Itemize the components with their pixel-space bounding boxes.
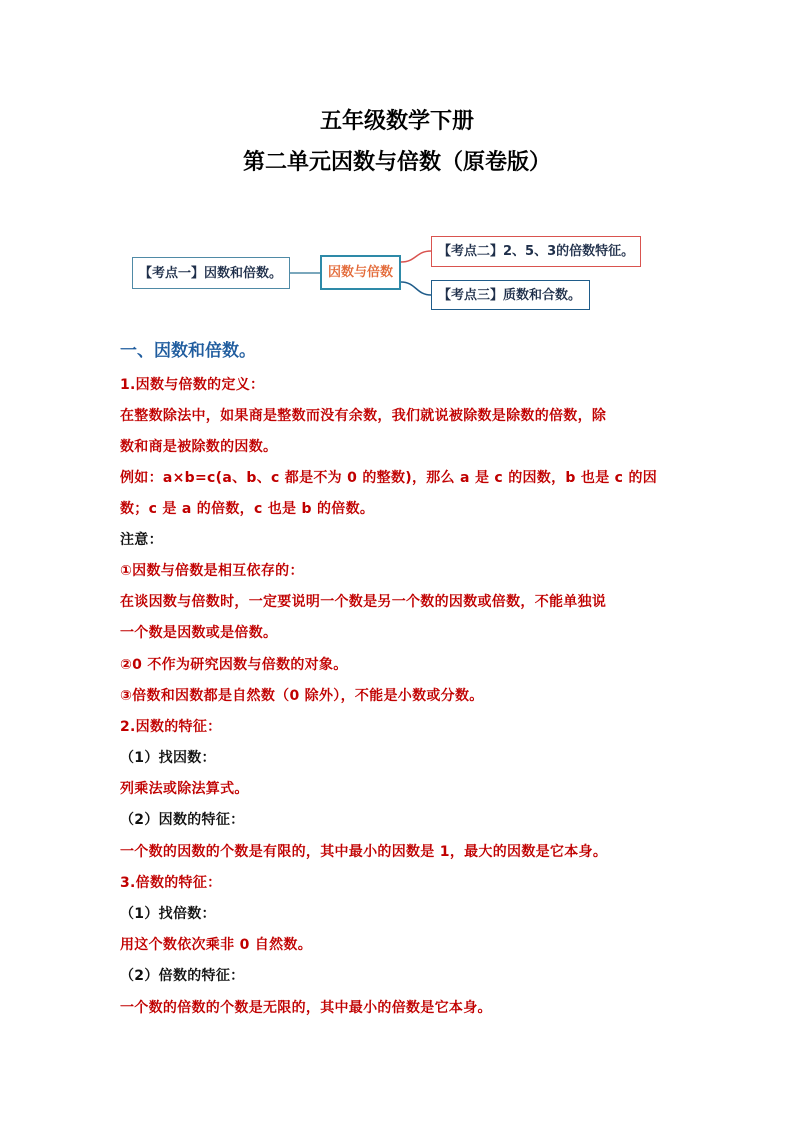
definition-text-1: 在整数除法中，如果商是整数而没有余数，我们就说被除数是除数的倍数，除 (120, 408, 607, 424)
mindmap-center-node: 因数与倍数 (320, 255, 401, 290)
mindmap-node-k1: 【考点一】因数和倍数。 (132, 257, 290, 289)
note-1-text-1: 在谈因数与倍数时，一定要说明一个数是另一个数的因数或倍数，不能单独说 (120, 594, 607, 610)
note-2: ②0 不作为研究因数与倍数的对象。 (120, 657, 348, 673)
connector-k2 (401, 251, 431, 262)
find-multiple-label: （1）找倍数： (120, 906, 216, 922)
factor-feature-label: （2）因数的特征： (120, 812, 245, 828)
find-multiple-text: 用这个数依次乘非 0 自然数。 (120, 937, 312, 953)
note-label: 注意： (120, 532, 163, 548)
section-heading: 一、因数和倍数。 (120, 341, 256, 361)
doc-subtitle: 第二单元因数与倍数（原卷版） (242, 150, 551, 175)
doc-title: 五年级数学下册 (319, 109, 474, 134)
definition-text-2: 数和商是被除数的因数。 (120, 439, 278, 455)
factor-feature-heading: 2.因数的特征： (120, 719, 222, 735)
mindmap-node-k3: 【考点三】质数和合数。 (431, 280, 590, 310)
factor-feature-text: 一个数的因数的个数是有限的，其中最小的因数是 1，最大的因数是它本身。 (120, 844, 608, 860)
note-1-text-2: 一个数是因数或是倍数。 (120, 625, 278, 641)
connector-k3 (401, 282, 431, 295)
multiple-feature-text: 一个数的倍数的个数是无限的，其中最小的倍数是它本身。 (120, 1000, 492, 1016)
find-factor-text: 列乘法或除法算式。 (120, 781, 249, 797)
example-text-2: 数；c 是 a 的倍数，c 也是 b 的倍数。 (120, 501, 375, 517)
find-factor-label: （1）找因数： (120, 750, 216, 766)
definition-heading: 1.因数与倍数的定义： (120, 377, 265, 393)
note-1-heading: ①因数与倍数是相互依存的： (120, 563, 304, 579)
multiple-feature-label: （2）倍数的特征： (120, 968, 245, 984)
mindmap-node-k2: 【考点二】2、5、3的倍数特征。 (431, 236, 641, 267)
multiple-feature-heading: 3.倍数的特征： (120, 875, 222, 891)
note-3: ③倍数和因数都是自然数（0 除外），不能是小数或分数。 (120, 688, 484, 704)
example-text-1: 例如：a×b=c(a、b、c 都是不为 0 的整数)，那么 a 是 c 的因数，b 也是 c 的因 (120, 470, 658, 486)
